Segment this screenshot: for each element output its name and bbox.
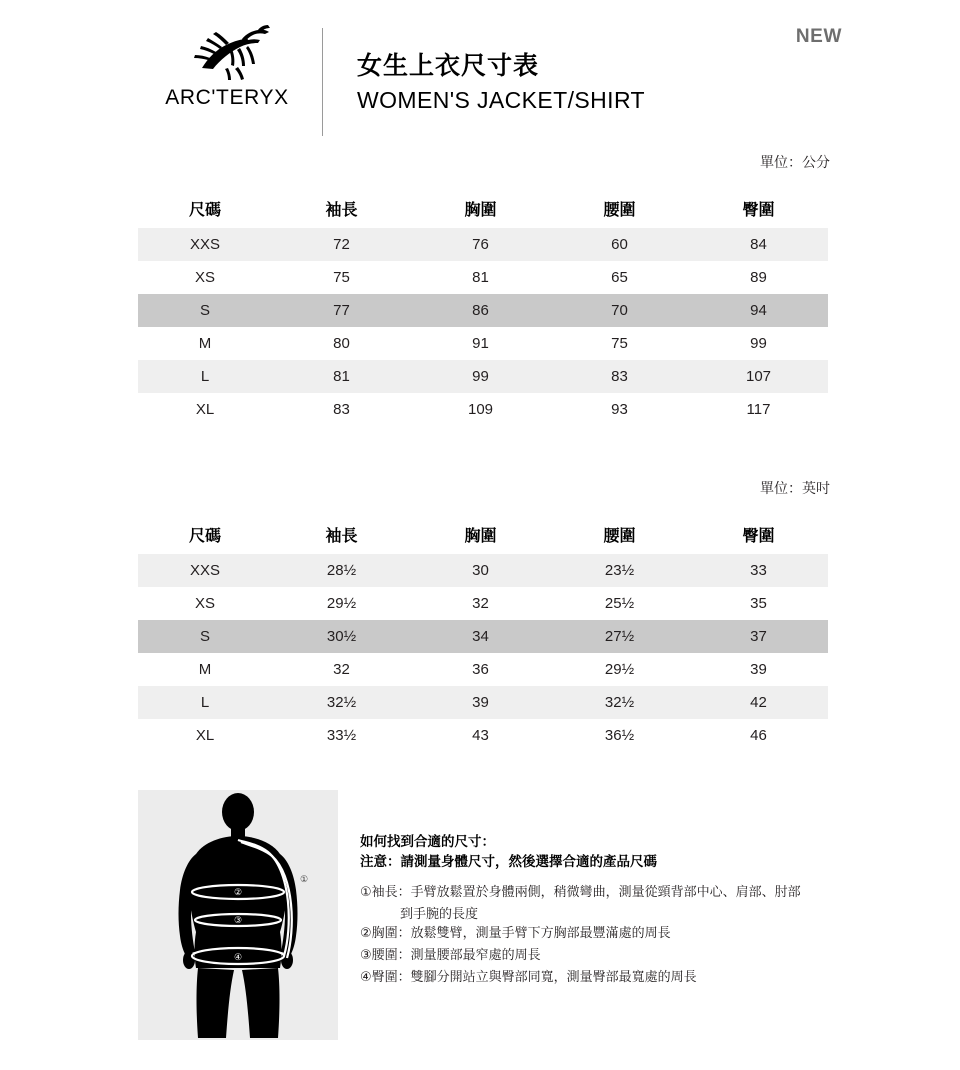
cell-sleeve: 33½ xyxy=(272,719,411,752)
cell-size: S xyxy=(138,620,272,653)
cell-size: L xyxy=(138,686,272,719)
cell-size: XL xyxy=(138,393,272,426)
marker-2: ② xyxy=(233,887,243,897)
figure-background xyxy=(138,790,338,1040)
cell-hip: 37 xyxy=(689,620,828,653)
cell-size: XXS xyxy=(138,554,272,587)
archaeopteryx-fossil-logo xyxy=(172,22,282,84)
cell-hip: 46 xyxy=(689,719,828,752)
cell-chest: 30 xyxy=(411,554,550,587)
cell-waist: 32½ xyxy=(550,686,689,719)
size-table-cm xyxy=(138,188,828,426)
cell-waist: 29½ xyxy=(550,653,689,686)
cell-sleeve: 83 xyxy=(272,393,411,426)
cell-size: XXS xyxy=(138,228,272,261)
cell-chest: 32 xyxy=(411,587,550,620)
cell-sleeve: 77 xyxy=(272,294,411,327)
marker-4: ④ xyxy=(233,952,243,962)
guide-item-waist: ③腰圍：測量腰部最窄處的周長 xyxy=(360,947,541,962)
cell-waist: 60 xyxy=(550,228,689,261)
cell-hip: 42 xyxy=(689,686,828,719)
cell-sleeve: 30½ xyxy=(272,620,411,653)
table-row xyxy=(138,393,828,426)
cell-sleeve: 32 xyxy=(272,653,411,686)
cell-hip: 39 xyxy=(689,653,828,686)
body-measurement-silhouette xyxy=(138,790,338,1040)
guide-item-sleeve: ①袖長：手臂放鬆置於身體兩側，稍微彎曲，測量從頸背部中心、肩部、肘部 xyxy=(360,884,801,899)
marker-3: ③ xyxy=(233,915,243,925)
cell-chest: 91 xyxy=(411,327,550,360)
guide-heading-2: 注意：請測量身體尺寸，然後選擇合適的產品尺碼 xyxy=(360,854,657,869)
cell-chest: 86 xyxy=(411,294,550,327)
cell-waist: 70 xyxy=(550,294,689,327)
cell-size: XS xyxy=(138,587,272,620)
cell-chest: 81 xyxy=(411,261,550,294)
cell-hip: 94 xyxy=(689,294,828,327)
cell-size: M xyxy=(138,327,272,360)
table-row xyxy=(138,587,828,620)
table-row xyxy=(138,653,828,686)
cell-hip: 84 xyxy=(689,228,828,261)
cell-hip: 99 xyxy=(689,327,828,360)
cell-sleeve: 80 xyxy=(272,327,411,360)
column-header-chest: 胸圍 xyxy=(464,201,497,219)
size-table-inch xyxy=(138,514,828,752)
guide-text-block xyxy=(360,832,830,989)
table-row xyxy=(138,261,828,294)
cell-hip: 89 xyxy=(689,261,828,294)
brand-name: ARC'TERYX xyxy=(165,86,289,109)
cell-sleeve: 75 xyxy=(272,261,411,294)
cell-chest: 39 xyxy=(411,686,550,719)
column-header-waist: 腰圍 xyxy=(603,201,636,219)
cell-chest: 109 xyxy=(411,393,550,426)
column-header-chest: 胸圍 xyxy=(464,527,497,545)
column-header-size: 尺碼 xyxy=(188,527,221,545)
brand-block xyxy=(152,22,302,132)
column-header-sleeve: 袖長 xyxy=(325,527,358,545)
table-row xyxy=(138,294,828,327)
cell-sleeve: 32½ xyxy=(272,686,411,719)
cell-size: XS xyxy=(138,261,272,294)
cell-waist: 36½ xyxy=(550,719,689,752)
cell-chest: 43 xyxy=(411,719,550,752)
table-row xyxy=(138,228,828,261)
guide-item-hip: ④臀圍：雙腳分開站立與臀部同寬，測量臀部最寬處的周長 xyxy=(360,969,697,984)
cell-size: S xyxy=(138,294,272,327)
table-header-row xyxy=(138,514,828,554)
page-header xyxy=(0,0,960,150)
cell-waist: 93 xyxy=(550,393,689,426)
guide-item-chest: ②胸圍：放鬆雙臂，測量手臂下方胸部最豐滿處的周長 xyxy=(360,925,671,940)
cell-size: XL xyxy=(138,719,272,752)
cell-waist: 25½ xyxy=(550,587,689,620)
cell-waist: 83 xyxy=(550,360,689,393)
cell-chest: 34 xyxy=(411,620,550,653)
column-header-hip: 臀圍 xyxy=(742,527,775,545)
cell-sleeve: 28½ xyxy=(272,554,411,587)
title-block xyxy=(357,50,645,115)
column-header-waist: 腰圍 xyxy=(603,527,636,545)
cell-waist: 65 xyxy=(550,261,689,294)
table-header-row xyxy=(138,188,828,228)
cell-sleeve: 29½ xyxy=(272,587,411,620)
table-row xyxy=(138,686,828,719)
new-badge: NEW xyxy=(795,26,842,47)
guide-item-sleeve-continued: 到手腕的長度 xyxy=(400,906,479,921)
cell-hip: 35 xyxy=(689,587,828,620)
cell-chest: 36 xyxy=(411,653,550,686)
cell-hip: 33 xyxy=(689,554,828,587)
cell-waist: 23½ xyxy=(550,554,689,587)
cell-hip: 117 xyxy=(689,393,828,426)
unit-label-cm: 單位：公分 xyxy=(760,154,830,170)
page-title-en: WOMEN'S JACKET/SHIRT xyxy=(357,87,645,113)
marker-1: ① xyxy=(299,874,309,884)
cell-size: M xyxy=(138,653,272,686)
measurement-guide xyxy=(138,790,828,1040)
cell-chest: 99 xyxy=(411,360,550,393)
column-header-hip: 臀圍 xyxy=(742,201,775,219)
table-row xyxy=(138,554,828,587)
cell-waist: 75 xyxy=(550,327,689,360)
page-title-cn: 女生上衣尺寸表 xyxy=(357,52,540,80)
cell-hip: 107 xyxy=(689,360,828,393)
cell-size: L xyxy=(138,360,272,393)
header-divider xyxy=(322,28,323,136)
column-header-sleeve: 袖長 xyxy=(325,201,358,219)
cell-sleeve: 81 xyxy=(272,360,411,393)
column-header-size: 尺碼 xyxy=(188,201,221,219)
table-row xyxy=(138,719,828,752)
cell-waist: 27½ xyxy=(550,620,689,653)
guide-heading-1: 如何找到合適的尺寸： xyxy=(360,834,495,849)
unit-label-inch: 單位：英吋 xyxy=(760,480,830,496)
table-row xyxy=(138,620,828,653)
cell-chest: 76 xyxy=(411,228,550,261)
cell-sleeve: 72 xyxy=(272,228,411,261)
table-row xyxy=(138,360,828,393)
table-row xyxy=(138,327,828,360)
